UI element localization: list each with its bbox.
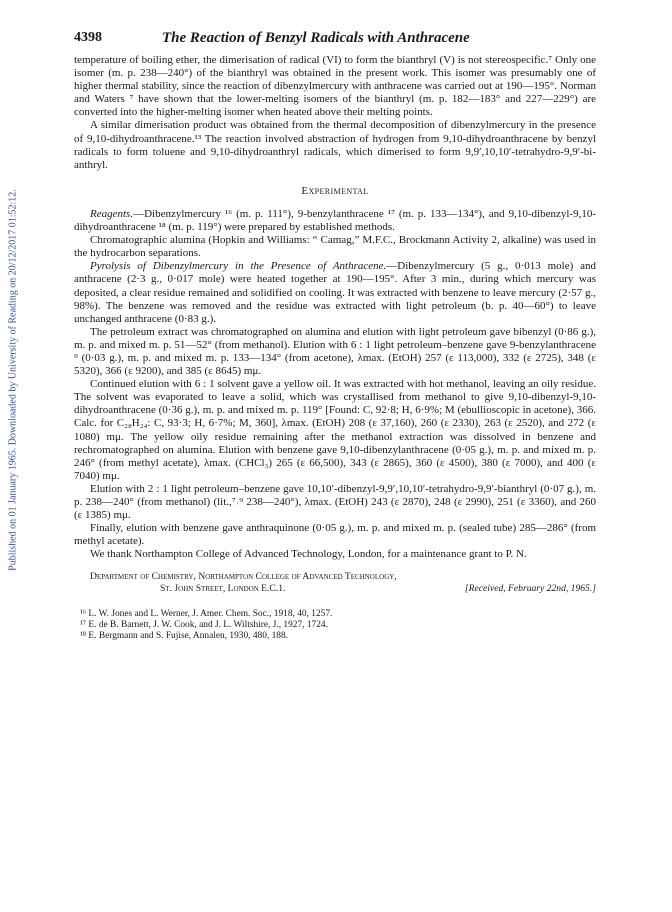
received-date: [Received, February 22nd, 1965.] [464,583,596,595]
affiliation-address-row [74,583,596,595]
experimental-paragraph-4: Finally, elution with benzene gave anthraquinone (0·05 g.), m. p. and mixed m. p. (sealed tube) 285—286° (from methyl acetate). [74,522,596,548]
section-heading: Experimental [301,184,369,197]
reagents-text: —Dibenzylmercury ¹⁶ (m. p. 111°), 9-benzylanthracene ¹⁷ (m. p. 133—134°), and 9,10-dibenzyl-9,10-dihydroanthracene ¹⁸ (m. p. 119°) were prepared by established methods. [74,207,596,234]
acknowledgement: We thank Northampton College of Advanced Technology, London, for a maintenance grant to P. N. [90,548,527,561]
pyrolysis-text: —Dibenzylmercury (5 g., 0·013 mole) and anthracene (2·3 g., 0·017 mole) were heated together at 190—195°. After 3 min., during which mercury was deposited, a clear residue remained and solidified on cooling. It was extracted with benzene to leave mercury (2·57 g., 98%). The benzene was removed and the residue was extracted with light petroleum (b. p. 40—60°) to leave unchanged anthracene (0·83 g.). [74,260,596,325]
reagents-label: Reagents. [90,207,134,220]
experimental-paragraph-1: The petroleum extract was chromatographed on alumina and elution with light petroleum gave bibenzyl (0·86 g.), m. p. and mixed m. p. 51—52° (from methanol). Elution with 6 : 1 light petroleum–benzene gave 9-benzylanthracene ⁹ (0·03 g.), m. p. and mixed m. p. 133—134° (from acetone), λmax. (EtOH) 257 (ε 113,000), 332 (ε 2725), 348 (ε 5320), 366 (ε 9200), and 385 (ε 8645) mμ. [74,325,596,378]
reference-17: ¹⁷ E. de B. Barnett, J. W. Cook, and J. L. Wiltshire, J., 1927, 1724. [80,620,328,631]
reagents-paragraph [74,208,596,234]
references [74,609,596,643]
experimental-paragraph-2: Continued elution with 6 : 1 solvent gave a yellow oil. It was extracted with hot methanol, leaving an oily residue. The solvent was evaporated to leave a solid, which was crystallised from methanol to give 9,10-dibenzyl-9,10-dihydroanthracene (0·36 g.), m. p. and mixed m. p. 119° [Found: C, 92·8; H, 6·9%; M (ebullioscopic in acetone), 366. Calc. for C₂₈H₂₄: C, 93·3; H, 6·7%; M, 360], λmax. (EtOH) 208 (ε 37,160), 260 (ε 2330), 263 (ε 2520), and 272 (ε 1080) mμ. The yellow oily residue remaining after the methanol extraction was dissolved in benzene and rechromatographed on alumina. Elution with benzene gave 9,10-dibenzylanthracene (0·05 g.), m. p. and mixed m. p. 246° (from methyl acetate), λmax. (CHCl₃) 265 (ε 66,500), 343 (ε 2865), 360 (ε 4500), 380 (ε 7000), and 400 (ε 7040) mμ. [74,378,596,482]
intro-paragraph-1: temperature of boiling ether, the dimerisation of radical (VI) to form the bianthryl (V) is not stereospecific.⁷ Only one isomer (m. p. 238—240°) of the bianthryl was obtained in the present work. This isomer was presumably one of higher thermal stability, since the reaction of dibenzylmercury with anthracene was carried out at 190—195°. Norman and Waters ⁷ have shown that the lower-melting isomers of the bianthryl (m. p. 182—183° and 227—229°) are converted into the higher-melting isomer when heated above their melting points. [74,54,596,119]
experimental-paragraph-3: Elution with 2 : 1 light petroleum–benzene gave 10,10′-dibenzyl-9,9′,10,10′-tetrahydro-9,9′-bianthryl (0·07 g.), m. p. 238—240° (from methanol) (lit.,⁷˒⁹ 238—240°), λmax. (EtOH) 243 (ε 2870), 248 (ε 2990), 251 (ε 3360), and 260 (ε 1385) mμ. [74,482,596,522]
reference-18: ¹⁸ E. Bergmann and S. Fujise, Annalen, 1930, 480, 188. [80,631,288,642]
reference-16: ¹⁶ L. W. Jones and L. Werner, J. Amer. Chem. Soc., 1918, 40, 1257. [80,609,333,620]
article-body [74,54,596,643]
street-address: St. John Street, London E.C.1. [160,583,286,595]
page-header [74,30,596,50]
pyrolysis-paragraph [74,260,596,325]
department: Department of Chemistry, Northampton College of Advanced Technology, [90,571,397,583]
download-watermark [6,150,20,610]
intro-paragraph-2: A similar dimerisation product was obtained from the thermal decomposition of dibenzylmercury in the presence of 9,10-dihydroanthracene.¹³ The reaction involved abstraction of hydrogen from 9,10-dihydroanthracene by benzyl radicals to form toluene and 9,10-dihydroanthryl radicals, which dimerised to form 9,9′,10,10′-tetrahydro-9,9′-bi-anthryl. [74,119,596,171]
pyrolysis-label: Pyrolysis of Dibenzylmercury in the Presence of Anthracene. [90,260,387,273]
download-note: Published on 01 January 1965. Downloaded by University of Reading on 20/12/2017 01:52:12. [7,189,19,571]
affiliation [74,571,596,595]
article-page [74,30,596,643]
running-title: The Reaction of Benzyl Radicals with Anthracene [162,30,470,46]
alumina-paragraph: Chromatographic alumina (Hopkin and Williams: “ Camag,” M.F.C., Brockmann Activity 2, alkaline) was used in the hydrocarbon separations. [74,234,596,260]
page-number: 4398 [74,30,102,45]
